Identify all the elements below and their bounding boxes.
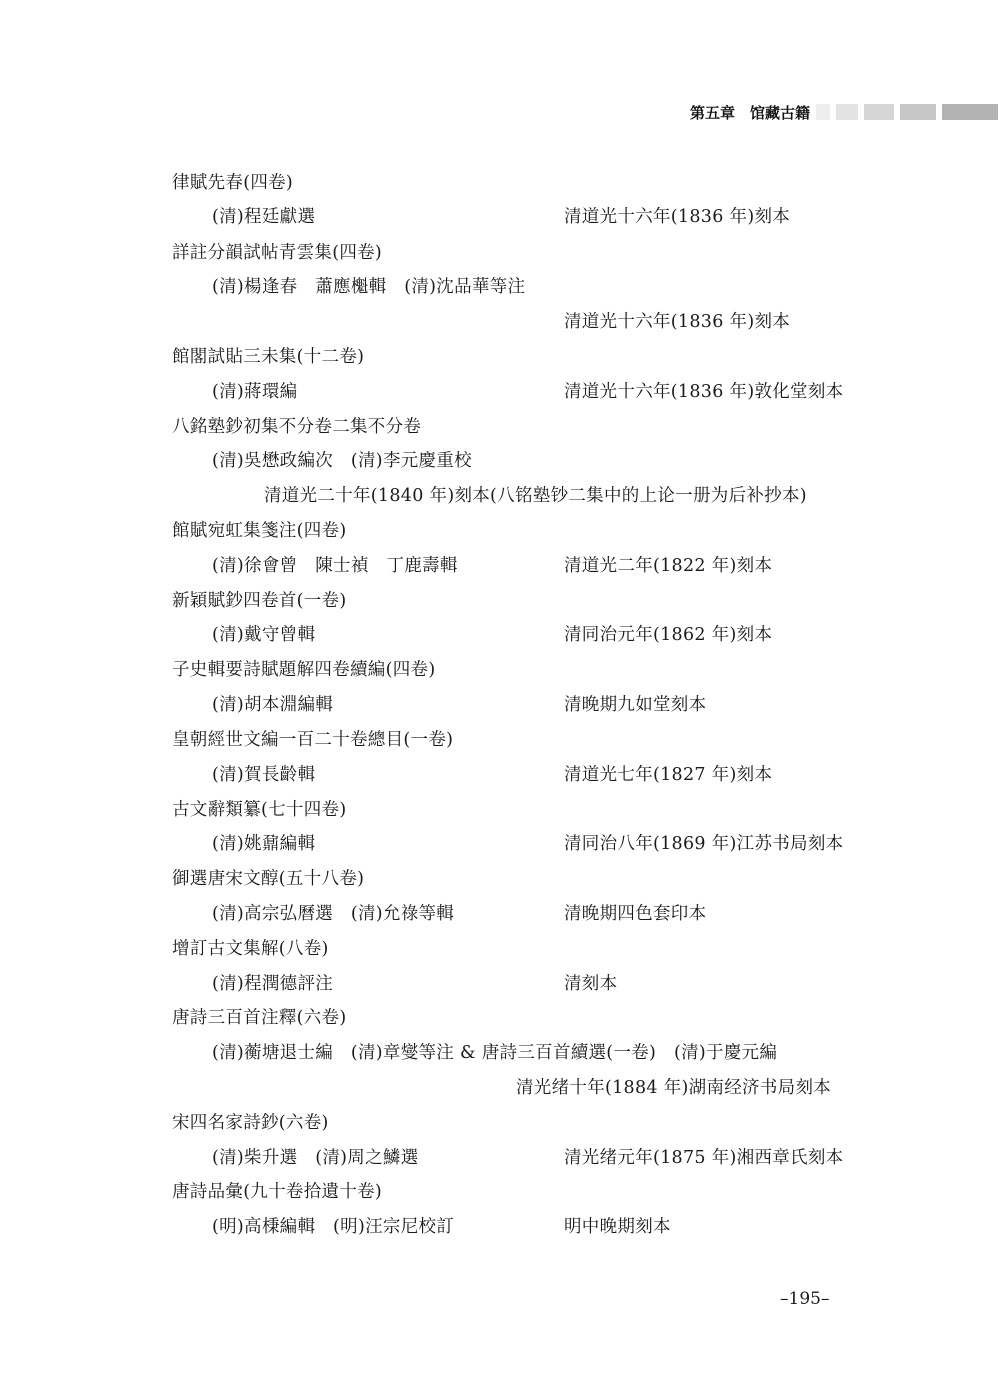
header-decor-bar — [942, 104, 998, 120]
entry-title: 律賦先春(四卷) — [172, 173, 294, 193]
header-decor-bar — [836, 104, 858, 120]
entry-author: (清)蘅塘退士編 (清)章燮等注 & 唐詩三百首續選(一卷) (清)于慶元編 — [212, 1043, 778, 1063]
chapter-title: 第五章 馆藏古籍 — [690, 104, 811, 122]
entry-title: 館閣試貼三未集(十二卷) — [172, 347, 365, 367]
entry-edition: 明中晚期刻本 — [564, 1217, 671, 1237]
entry-author: (清)姚鼐編輯 — [212, 834, 316, 854]
entry-author: (清)吳懋政編次 (清)李元慶重校 — [212, 451, 472, 471]
entry-author: (清)賀長齡輯 — [212, 765, 316, 785]
entry-author: (明)高棅編輯 (明)汪宗尼校訂 — [212, 1217, 455, 1237]
entry-edition: 清晚期九如堂刻本 — [564, 695, 707, 715]
entry-author: (清)戴守曾輯 — [212, 625, 316, 645]
entry-author: (清)柴升選 (清)周之鱗選 — [212, 1148, 419, 1168]
header-decor-bar — [864, 104, 894, 120]
entry-edition: 清道光二十年(1840 年)刻本(八铭塾钞二集中的上论一册为后补抄本) — [264, 486, 807, 506]
entry-edition: 清道光十六年(1836 年)敦化堂刻本 — [564, 382, 844, 402]
entry-title: 詳註分韻試帖青雲集(四卷) — [172, 243, 383, 263]
entry-edition: 清同治八年(1869 年)江苏书局刻本 — [564, 834, 844, 854]
entry-title: 子史輯要詩賦題解四卷續編(四卷) — [172, 660, 436, 680]
entry-title: 唐詩品彙(九十卷拾遺十卷) — [172, 1182, 383, 1202]
entry-edition: 清晚期四色套印本 — [564, 904, 707, 924]
header-decor-bar — [900, 104, 936, 120]
entry-edition: 清光绪元年(1875 年)湘西章氏刻本 — [564, 1148, 844, 1168]
entry-title: 增訂古文集解(八卷) — [172, 939, 329, 959]
entry-title: 御選唐宋文醇(五十八卷) — [172, 869, 365, 889]
entry-author: (清)徐會曾 陳士禎 丁鹿壽輯 — [212, 556, 458, 576]
entry-author: (清)程潤德評注 — [212, 974, 334, 994]
entry-title: 皇朝經世文編一百二十卷總目(一卷) — [172, 730, 454, 750]
entry-edition: 清道光十六年(1836 年)刻本 — [564, 207, 791, 227]
entry-title: 八銘塾鈔初集不分卷二集不分卷 — [172, 417, 422, 437]
entry-title: 館賦宛虹集箋注(四卷) — [172, 521, 347, 541]
entry-title: 古文辭類纂(七十四卷) — [172, 800, 347, 820]
entry-edition: 清同治元年(1862 年)刻本 — [564, 625, 773, 645]
entry-author: (清)楊逢春 蕭應櫆輯 (清)沈品華等注 — [212, 277, 526, 297]
entry-edition: 清光绪十年(1884 年)湖南经济书局刻本 — [516, 1078, 832, 1098]
header-decor-bar — [816, 104, 830, 120]
page-number: –195– — [780, 1289, 830, 1309]
entry-edition: 清道光十六年(1836 年)刻本 — [564, 312, 791, 332]
entry-author: (清)胡本淵編輯 — [212, 695, 334, 715]
entry-edition: 清刻本 — [564, 974, 618, 994]
entry-author: (清)程廷獻選 — [212, 207, 316, 227]
entry-edition: 清道光七年(1827 年)刻本 — [564, 765, 773, 785]
entry-title: 宋四名家詩鈔(六卷) — [172, 1113, 329, 1133]
entry-edition: 清道光二年(1822 年)刻本 — [564, 556, 773, 576]
entry-title: 唐詩三百首注釋(六卷) — [172, 1008, 347, 1028]
entry-title: 新穎賦鈔四卷首(一卷) — [172, 591, 347, 611]
entry-author: (清)蔣環編 — [212, 382, 298, 402]
entry-author: (清)高宗弘曆選 (清)允祿等輯 — [212, 904, 455, 924]
